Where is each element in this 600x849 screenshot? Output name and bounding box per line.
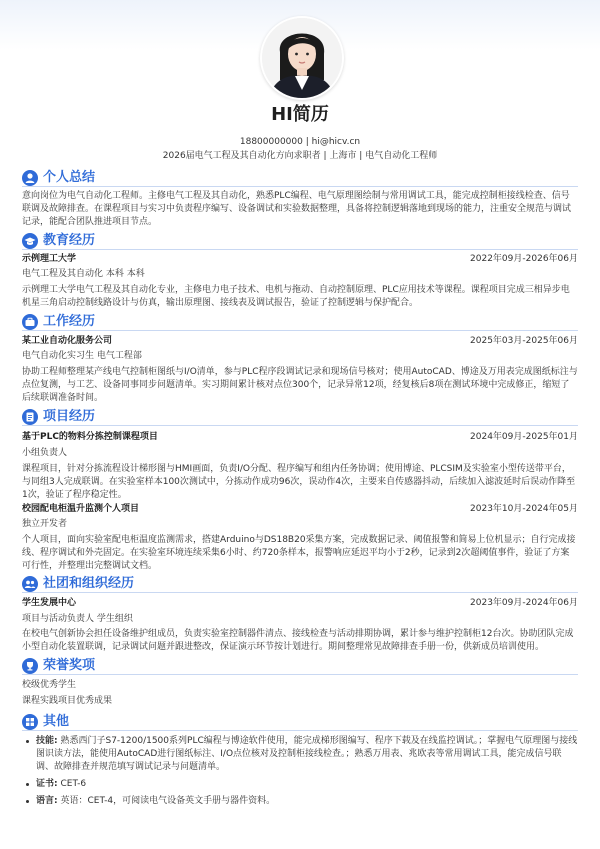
project-name: 基于PLC的物料分拣控制课程项目 [22, 432, 158, 442]
section-header-projects [22, 408, 578, 428]
other-item-languages [22, 795, 578, 808]
project-date: 2023年10月-2024年05月 [470, 504, 578, 514]
section-header-summary [22, 169, 578, 189]
other-item-label: 证书: [36, 779, 58, 789]
school-name: 示例理工大学 [22, 254, 77, 264]
work-entry-header [22, 335, 578, 348]
trophy-icon [22, 658, 38, 674]
person-icon [22, 170, 38, 186]
section-title-work: 工作经历 [43, 314, 96, 329]
section-title-awards: 荣誉奖项 [43, 658, 96, 673]
candidate-name: HI简历 [271, 104, 329, 125]
section-title-campus: 社团和组织经历 [43, 576, 135, 591]
work-text: 协助工程师整理某产线电气控制柜图纸与I/O清单，参与PLC程序段调试记录和现场信号核对；使用AutoCAD、博途及万用表完成图纸标注与点位复测，与工艺、设备同事同步问题清单。实习期间累计核对点位300个，记录异常12项，经复核后8项在测试环境中完成修正，缩短了后续联调准备时间。 [22, 367, 578, 403]
section-title-other: 其他 [43, 714, 70, 729]
organization-name: 学生发展中心 [22, 598, 77, 608]
education-text: 示例理工大学电气工程及其自动化专业，主修电力电子技术、电机与拖动、自动控制原理、PLC应用技术等课程。课程项目完成三相异步电机星三角启动控制线路设计与仿真，输出原理图、接线表及调试报告，验证了控制逻辑与保护配合。 [22, 285, 570, 308]
campus-role: 项目与活动负责人 学生组织 [22, 614, 133, 624]
project-text: 个人项目，面向实验室配电柜温度监测需求，搭建Arduino与DS18B20采集方案，完成数据记录、阈值报警和简易上位机显示；自行完成接线、程序调试和外壳固定。在实验室环境连续采集6小时、约720条样本，报警响应延迟平均小于2秒，记录到2次超阈值事件，验证了方案可行性，并整理出完整调试文档。 [22, 535, 576, 571]
section-divider [22, 186, 578, 187]
section-header-campus [22, 575, 578, 595]
other-item-text: 英语：CET-4，可阅读电气设备英文手册与器件资料。 [60, 796, 276, 806]
other-list [22, 735, 578, 808]
campus-date: 2023年09月-2024年06月 [470, 598, 578, 608]
section-title-education: 教育经历 [43, 233, 96, 248]
project-entry-header [22, 503, 578, 516]
campus-entry-header [22, 597, 578, 610]
group-icon [22, 576, 38, 592]
education-date: 2022年09月-2026年06月 [470, 254, 578, 264]
project-text: 课程项目，针对分拣流程设计梯形图与HMI画面，负责I/O分配、程序编写和组内任务协调；使用博途、PLCSIM及实验室小型传送带平台，与同组3人完成联调。在实验室样本100次测试中，分拣动作成功96次，误动作4次，主要来自传感器抖动，后续加入滤波延时后误动作降至1次，验证了程序稳定性。 [22, 464, 576, 500]
section-divider [22, 592, 578, 593]
project-name: 校园配电柜温升监测个人项目 [22, 504, 140, 514]
company-name: 某工业自动化服务公司 [22, 336, 113, 346]
graduation-cap-icon [22, 233, 38, 249]
section-divider [22, 330, 578, 331]
section-header-work [22, 313, 578, 333]
other-item-label: 语言: [36, 796, 58, 806]
section-divider [22, 674, 578, 675]
project-role: 独立开发者 [22, 519, 68, 529]
section-divider [22, 249, 578, 250]
award-item: 课程实践项目优秀成果 [22, 696, 113, 706]
section-header-other [22, 713, 578, 733]
award-item: 校级优秀学生 [22, 680, 77, 690]
work-date: 2025年03月-2025年06月 [470, 336, 578, 346]
section-divider [22, 730, 578, 731]
briefcase-icon [22, 314, 38, 330]
other-item-certificates [22, 778, 578, 791]
project-role: 小组负责人 [22, 448, 68, 458]
education-major: 电气工程及其自动化 本科 本科 [22, 269, 145, 279]
section-header-awards [22, 657, 578, 677]
project-entry-header [22, 431, 578, 444]
education-entry-header [22, 253, 578, 266]
other-item-label: 技能: [36, 736, 58, 746]
grid-icon [22, 714, 38, 730]
section-title-projects: 项目经历 [43, 409, 96, 424]
contact-info: 18800000000 | hi@hicv.cn [239, 137, 361, 147]
job-objective: 2026届电气工程及其自动化方向求职者 | 上海市 | 电气自动化工程师 [162, 151, 438, 161]
work-role: 电气自动化实习生 电气工程部 [22, 351, 142, 361]
document-icon [22, 409, 38, 425]
section-title-summary: 个人总结 [43, 170, 96, 185]
section-divider [22, 425, 578, 426]
section-header-education [22, 232, 578, 252]
other-item-text: 熟悉西门子S7-1200/1500系列PLC编程与博途软件使用，能完成梯形图编写、程序下载及在线监控调试。；掌握电气原理图与接线图识读方法，能使用AutoCAD进行图纸标注、I/O点位核对及控制柜接线检查。；熟悉万用表、兆欧表等常用调试工具，能完成信号联调、故障排查并规范填写调试记录与问题清单。 [36, 736, 578, 772]
campus-text: 在校电气创新协会担任设备维护组成员，负责实验室控制器件清点、接线检查与活动排期协调，累计参与维护控制柜12台次。协助团队完成小型自动化装置联调，记录调试问题并跟进整改，保证演示环节按计划进行。期间整理常见故障排查手册一份，供新成员培训使用。 [22, 629, 574, 652]
summary-text: 意向岗位为电气自动化工程师。主修电气工程及其自动化，熟悉PLC编程、电气原理图绘制与常用调试工具，能完成控制柜接线检查、信号联调及故障排查。在课程项目与实习中负责程序编写、设备调试和实验数据整理，具备将控制逻辑落地到现场的能力，注重安全规范与调试记录，能配合团队推进项目节点。 [22, 191, 572, 227]
avatar [260, 16, 344, 100]
other-item-text: CET-6 [60, 779, 87, 789]
other-item-skills [22, 735, 578, 774]
project-date: 2024年09月-2025年01月 [470, 432, 578, 442]
